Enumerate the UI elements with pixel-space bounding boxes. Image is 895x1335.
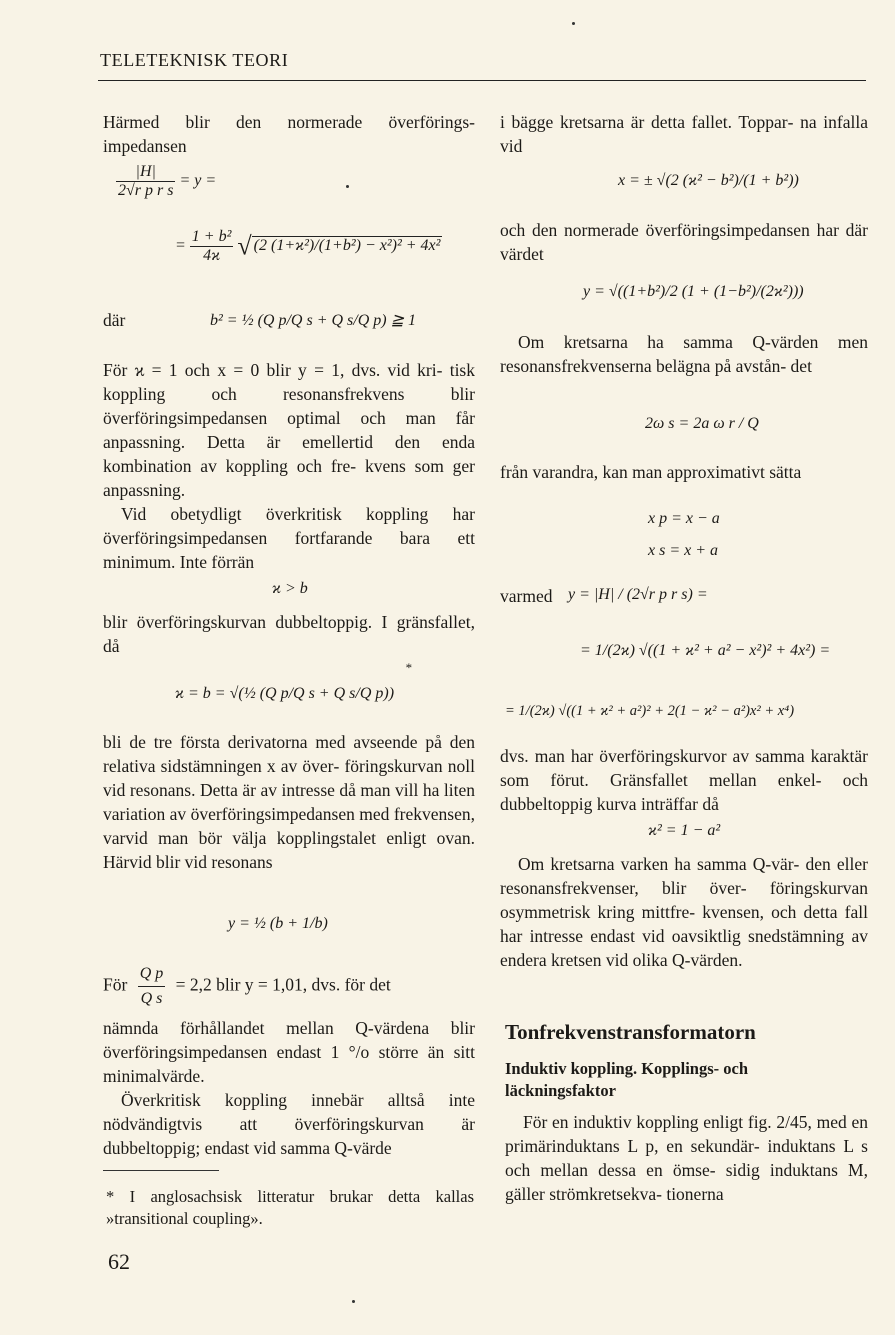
- eq4-expression: ϰ > b: [272, 580, 308, 597]
- left-column: [103, 110, 475, 158]
- right-block-6: [500, 852, 868, 972]
- dar-label: där: [103, 310, 126, 330]
- right-paragraph-6: Om kretsarna varken ha samma Q‐vär‐ den eller resonansfrekvenser, blir över‐ föringskurvan osymmetrisk kring mittfre‐ kvensen, och detta fall har intresse endast vid oavsiktlig snedstämning av endera kretsen vid olika Q‐värden.: [500, 854, 868, 970]
- right-block-5: [500, 744, 868, 816]
- varmed-word: varmed: [500, 586, 553, 606]
- right-eq2-expression: y = √((1+b²)/2 (1 + (1−b²)/(2ϰ²))): [583, 283, 804, 300]
- for-frac-den: Q s: [140, 990, 163, 1007]
- right-block-2: [500, 218, 868, 266]
- left-paragraph-2: För ϰ = 1 och x = 0 blir y = 1, dvs. vid kri‐ tisk koppling och resonansfrekvens blir överföringsimpedansen optimal och man får anpassning. Detta är emellertid den enda kombination av koppling och fre‐ kvens som ger anpassning.: [103, 360, 475, 500]
- footnote-rule: [103, 1170, 219, 1171]
- eq3-expression: b² = ½ (Q p/Q s + Q s/Q p) ≧ 1: [210, 312, 417, 329]
- eq6-expression: y = ½ (b + 1/b): [228, 915, 328, 932]
- section-heading: Tonfrekvenstransformatorn: [505, 1020, 756, 1044]
- for-rest: = 2,2 blir y = 1,01, dvs. för det: [175, 974, 391, 995]
- right-eq-8: [505, 703, 794, 720]
- left-paragraph-3: Vid obetydligt överkritisk koppling har överföringsimpedansen fortfarande bara ett minimum. Inte förrän: [103, 504, 475, 572]
- right-eq8-expression: = 1/(2ϰ) √((1 + ϰ² + a²)² + 2(1 − ϰ² − a²)x² + x⁴): [505, 703, 795, 719]
- eq1-numerator: |H|: [116, 163, 175, 182]
- footnote: * I anglosachsisk litteratur brukar detta kallas »transitional coupling».: [106, 1187, 474, 1228]
- left-paragraph-4: blir överföringskurvan dubbeltoppig. I gränsfallet, då: [103, 612, 475, 656]
- right-paragraph-7: För en induktiv koppling enligt fig. 2/45, med en primärinduktans L p, en sekundär‐ induktans L s och mellan dessa en ömse‐ sidig induktans M, gäller strömkretsekva‐ tionerna: [505, 1112, 868, 1204]
- left-eq-6: [228, 915, 328, 933]
- eq5-expression: ϰ = b = √(½ (Q p/Q s + Q s/Q p)): [175, 685, 395, 702]
- left-eq-3: [210, 310, 416, 330]
- right-paragraph-5: dvs. man har överföringskurvor av samma karaktär som förut. Gränsfallet mellan enkel‐ och dubbeltoppig kurva inträffar då: [500, 746, 868, 814]
- eq2-numerator: 1 + b²: [191, 228, 232, 245]
- left-eq-4: [272, 580, 308, 598]
- eq2-denominator: 4ϰ: [203, 247, 221, 264]
- print-speck: [572, 22, 575, 25]
- left-paragraph-1: Härmed blir den normerade överförings‐ impedansen: [103, 112, 475, 156]
- left-block-2: [103, 358, 475, 574]
- right-eq-7: [580, 642, 830, 660]
- right-eq7-expression: = 1/(2ϰ) √((1 + ϰ² + a² − x²)² + 4x²) =: [580, 642, 831, 659]
- for-word: För: [103, 974, 128, 995]
- footnote-asterisk: *: [405, 660, 412, 675]
- right-eq-3: [645, 415, 759, 433]
- right-eq-varmed-label: [500, 586, 552, 607]
- right-eq1-expression: x = ± √(2 (ϰ² − b²)/(1 + b²)): [618, 172, 799, 189]
- left-block-3: [103, 610, 475, 658]
- left-eq-2: = $\frac{\text{1 + b²}}{4ϰ}$ √ (2 (1+ϰ²)/(1+b²) − x²)² + 4x²: [175, 228, 441, 264]
- right-paragraph-3: Om kretsarna ha samma Q‐värden men resonansfrekvenserna belägna på avstån‐ det: [500, 332, 868, 376]
- left-eq-dar: [103, 310, 125, 331]
- eq1-rhs: = y =: [179, 172, 217, 190]
- right-eq6-expression: y = |H| / (2√r p r s) =: [568, 586, 708, 603]
- right-eq4-expression: x p = x − a: [648, 510, 720, 527]
- right-eq3-expression: 2ω s = 2a ω r / Q: [645, 415, 759, 432]
- eq2-radicand: (2 (1+ϰ²)/(1+b²) − x²)² + 4x²: [253, 237, 441, 255]
- right-eq-5: [648, 542, 718, 560]
- left-paragraph-8: Överkritisk koppling innebär alltså inte nödvändigtvis att överföringskurvan är dubbeltoppig; endast vid samma Q‐värde: [103, 1090, 475, 1158]
- subsection-heading: Induktiv koppling. Kopplings- och läckningsfaktor: [505, 1059, 749, 1100]
- right-eq-1: [618, 172, 799, 190]
- right-eq-2: [583, 283, 804, 301]
- right-paragraph-1: i bägge kretsarna är detta fallet. Toppar‐ na infalla vid: [500, 112, 868, 156]
- left-paragraph-5: bli de tre första derivatorna med avseende på den relativa sidstämningen x av över‐ föringskurvan noll vid resonans. Detta är av intresse då man vill ha liten variation av överföringsimpedansen med frekvensen, varvid man bör välja kopplingstalet enligt ovan. Härvid blir vid resonans: [103, 732, 475, 872]
- running-header: TELETEKNISK TEORI: [100, 50, 289, 70]
- right-paragraph-2: och den normerade överföringsimpedansen har där värdet: [500, 220, 868, 264]
- left-block-5: [103, 1016, 475, 1160]
- for-frac-num: Q p: [138, 962, 166, 987]
- right-paragraph-4: från varandra, kan man approximativt sätta: [500, 462, 802, 482]
- left-eq-5: [175, 685, 394, 703]
- print-speck: [346, 185, 349, 188]
- print-speck: [352, 1300, 355, 1303]
- right-eq5-expression: x s = x + a: [648, 542, 719, 559]
- header-rule: [98, 80, 866, 81]
- right-eq9-expression: ϰ² = 1 − a²: [648, 822, 721, 839]
- footnote-marker: [405, 660, 412, 676]
- right-eq-9: [648, 822, 720, 840]
- right-block-3: [500, 330, 868, 378]
- right-block-4: [500, 460, 868, 484]
- left-eq-1: [116, 163, 216, 200]
- right-block-7: [505, 1110, 868, 1206]
- right-eq-6: [568, 586, 708, 604]
- right-eq-4: [648, 510, 720, 528]
- eq1-denominator: 2√r p r s: [118, 182, 174, 199]
- left-line-for: [103, 962, 475, 1011]
- left-paragraph-7: nämnda förhållandet mellan Q‐värdena blir överföringsimpedansen endast 1 °/o större än sitt minimalvärde.: [103, 1018, 475, 1086]
- left-block-4: [103, 730, 475, 874]
- page-number: 62: [108, 1249, 130, 1274]
- right-column: [500, 110, 868, 158]
